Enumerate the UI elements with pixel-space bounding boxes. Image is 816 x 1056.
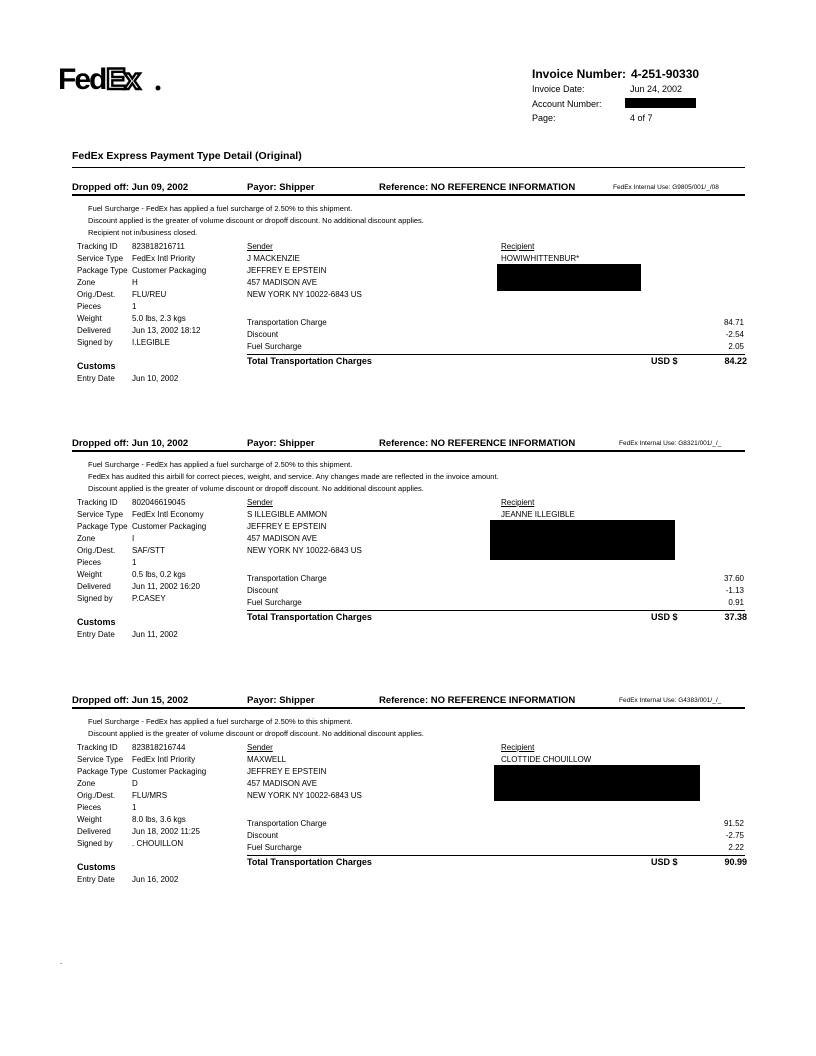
sender-line: 457 MADISON AVE	[247, 534, 318, 543]
shipment-note: Fuel Surcharge - FedEx has applied a fuel surcharge of 2.50% to this shipment.	[88, 204, 353, 213]
discount-label: Discount	[247, 330, 279, 339]
zone-value: H	[132, 278, 138, 287]
shipment-section	[0, 182, 816, 422]
sender-line: 457 MADISON AVE	[247, 278, 318, 287]
reference: Reference: NO REFERENCE INFORMATION	[379, 438, 576, 449]
weight-label: Weight	[77, 314, 102, 323]
payor: Payor: Shipper	[247, 438, 315, 449]
fuel-surcharge-amount: 0.91	[728, 598, 744, 607]
package-type-value: Customer Packaging	[132, 522, 207, 531]
entry-date-label: Entry Date	[77, 875, 115, 884]
total-charges-label: Total Transportation Charges	[247, 857, 372, 867]
orig-dest-label: Orig./Dest.	[77, 791, 116, 800]
transportation-charge-label: Transportation Charge	[247, 318, 327, 327]
page-label: Page:	[532, 113, 556, 123]
internal-use-code: FedEx Internal Use: G4383/001/_/_	[619, 697, 722, 704]
zone-value: D	[132, 779, 138, 788]
weight-value: 8.0 lbs, 3.6 kgs	[132, 815, 186, 824]
tracking-id-label: Tracking ID	[77, 242, 118, 251]
invoice-number-label: Invoice Number:	[532, 67, 627, 81]
total-charges-amount: 37.38	[724, 612, 747, 622]
fuel-surcharge-label: Fuel Surcharge	[247, 843, 302, 852]
tracking-id-label: Tracking ID	[77, 743, 118, 752]
delivered-value: Jun 13, 2002 18:12	[132, 326, 201, 335]
shipment-note: Discount applied is the greater of volume discount or dropoff discount. No additional discount applies.	[88, 729, 424, 738]
transportation-charge-amount: 84.71	[723, 318, 744, 327]
recipient-name: HOWIWHITTENBUR*	[501, 254, 580, 263]
invoice-date: Jun 24, 2002	[630, 84, 683, 94]
customs-heading: Customs	[77, 617, 116, 627]
weight-label: Weight	[77, 570, 102, 579]
shipment-section	[0, 438, 816, 678]
discount-amount: -2.75	[725, 831, 744, 840]
invoice-date-label: Invoice Date:	[532, 84, 585, 94]
fuel-surcharge-amount: 2.05	[728, 342, 744, 351]
sender-line: MAXWELL	[247, 755, 287, 764]
recipient-label: Recipient	[501, 242, 535, 251]
weight-value: 0.5 lbs, 0.2 kgs	[132, 570, 186, 579]
package-type-label: Package Type	[77, 522, 128, 531]
transportation-charge-label: Transportation Charge	[247, 574, 327, 583]
sender-line: JEFFREY E EPSTEIN	[247, 767, 327, 776]
dropped-off-date: Dropped off: Jun 10, 2002	[72, 438, 189, 449]
signed-by-value: . CHOUILLON	[132, 839, 184, 848]
service-type-value: FedEx Intl Economy	[132, 510, 204, 519]
orig-dest-value: SAF/STT	[132, 546, 165, 555]
sender-line: J MACKENZIE	[247, 254, 300, 263]
zone-label: Zone	[77, 779, 96, 788]
dropped-off-date: Dropped off: Jun 15, 2002	[72, 695, 189, 706]
package-type-label: Package Type	[77, 767, 128, 776]
customs-heading: Customs	[77, 862, 116, 872]
tracking-id-value: 823818216744	[132, 743, 186, 752]
fedex-logo-mark	[58, 58, 168, 98]
tracking-id-value: 802046619045	[132, 498, 186, 507]
transportation-charge-label: Transportation Charge	[247, 819, 327, 828]
discount-label: Discount	[247, 831, 279, 840]
recipient-address-redaction	[490, 520, 675, 560]
transportation-charge-amount: 91.52	[723, 819, 744, 828]
fuel-surcharge-label: Fuel Surcharge	[247, 598, 302, 607]
total-rule	[247, 855, 745, 856]
sender-label: Sender	[247, 743, 273, 752]
recipient-label: Recipient	[501, 498, 535, 507]
discount-amount: -1.13	[725, 586, 744, 595]
service-type-value: FedEx Intl Priority	[132, 254, 196, 263]
pieces-label: Pieces	[77, 302, 102, 311]
delivered-value: Jun 11, 2002 16:20	[132, 582, 200, 591]
delivered-label: Delivered	[77, 827, 111, 836]
payor: Payor: Shipper	[247, 695, 315, 706]
transportation-charge-amount: 37.60	[723, 574, 744, 583]
internal-use-code: FedEx Internal Use: G8321/001/_/_	[619, 440, 722, 447]
zone-label: Zone	[77, 278, 96, 287]
service-type-label: Service Type	[77, 755, 124, 764]
invoice-number: 4-251-90330	[631, 67, 700, 81]
section-header-rule	[72, 194, 745, 196]
signed-by-label: Signed by	[77, 594, 113, 603]
recipient-address-redaction	[497, 264, 641, 291]
orig-dest-value: FLU/REU	[132, 290, 167, 299]
signed-by-value: I.LEGIBLE	[132, 338, 170, 347]
orig-dest-label: Orig./Dest.	[77, 290, 116, 299]
service-type-label: Service Type	[77, 510, 124, 519]
total-charges-label: Total Transportation Charges	[247, 356, 372, 366]
footer-mark: .	[60, 957, 63, 966]
package-type-value: Customer Packaging	[132, 266, 207, 275]
entry-date-label: Entry Date	[77, 630, 115, 639]
service-type-label: Service Type	[77, 254, 124, 263]
pieces-label: Pieces	[77, 803, 102, 812]
total-charges-label: Total Transportation Charges	[247, 612, 372, 622]
shipment-note: FedEx has audited this airbill for correct pieces, weight, and service. Any changes made are reflected in the invoice amount.	[88, 472, 499, 481]
delivered-value: Jun 18, 2002 11:25	[132, 827, 200, 836]
currency-label: USD $	[651, 857, 678, 867]
page-title: FedEx Express Payment Type Detail (Original)	[72, 150, 302, 162]
shipment-note: Recipient not in/business closed.	[88, 228, 198, 237]
discount-label: Discount	[247, 586, 279, 595]
reference: Reference: NO REFERENCE INFORMATION	[379, 695, 576, 706]
logo-dot	[156, 86, 161, 91]
fuel-surcharge-amount: 2.22	[728, 843, 744, 852]
total-rule	[247, 610, 745, 611]
total-charges-amount: 90.99	[724, 857, 747, 867]
pieces-value: 1	[132, 558, 137, 567]
sender-line: 457 MADISON AVE	[247, 779, 318, 788]
sender-label: Sender	[247, 242, 273, 251]
delivered-label: Delivered	[77, 326, 111, 335]
shipment-note: Fuel Surcharge - FedEx has applied a fuel surcharge of 2.50% to this shipment.	[88, 717, 353, 726]
title-rule	[72, 167, 745, 168]
entry-date-label: Entry Date	[77, 374, 115, 383]
sender-label: Sender	[247, 498, 273, 507]
recipient-label: Recipient	[501, 743, 535, 752]
sender-line: NEW YORK NY 10022-6843 US	[247, 290, 362, 299]
package-type-label: Package Type	[77, 266, 128, 275]
shipment-note: Fuel Surcharge - FedEx has applied a fuel surcharge of 2.50% to this shipment.	[88, 460, 353, 469]
total-rule	[247, 354, 745, 355]
signed-by-label: Signed by	[77, 338, 113, 347]
logo-fed-text: Fed	[58, 63, 106, 96]
zone-label: Zone	[77, 534, 96, 543]
delivered-label: Delivered	[77, 582, 111, 591]
tracking-id-value: 823818216711	[132, 242, 185, 251]
sender-line: NEW YORK NY 10022-6843 US	[247, 546, 362, 555]
recipient-name: CLOTTIDE CHOUILLOW	[501, 755, 592, 764]
logo-ex-text: Ex	[106, 63, 139, 96]
tracking-id-label: Tracking ID	[77, 498, 118, 507]
dropped-off-date: Dropped off: Jun 09, 2002	[72, 182, 189, 193]
sender-line: S ILLEGIBLE AMMON	[247, 510, 328, 519]
reference: Reference: NO REFERENCE INFORMATION	[379, 182, 576, 193]
shipment-note: Discount applied is the greater of volume discount or dropoff discount. No additional discount applies.	[88, 484, 424, 493]
pieces-value: 1	[132, 803, 137, 812]
sender-line: JEFFREY E EPSTEIN	[247, 522, 327, 531]
entry-date-value: Jun 11, 2002	[132, 630, 178, 639]
fedex-logo	[58, 58, 168, 98]
signed-by-label: Signed by	[77, 839, 113, 848]
recipient-name: JEANNE ILLEGIBLE	[501, 510, 575, 519]
currency-label: USD $	[651, 356, 678, 366]
weight-label: Weight	[77, 815, 102, 824]
service-type-value: FedEx Intl Priority	[132, 755, 196, 764]
page-number: 4 of 7	[630, 113, 653, 123]
section-header-rule	[72, 450, 745, 452]
orig-dest-value: FLU/MRS	[132, 791, 168, 800]
zone-value: I	[132, 534, 135, 543]
sender-line: NEW YORK NY 10022-6843 US	[247, 791, 362, 800]
discount-amount: -2.54	[725, 330, 744, 339]
signed-by-value: P.CASEY	[132, 594, 166, 603]
internal-use-code: FedEx Internal Use: G9805/001/_/08	[613, 184, 719, 191]
package-type-value: Customer Packaging	[132, 767, 207, 776]
orig-dest-label: Orig./Dest.	[77, 546, 116, 555]
customs-heading: Customs	[77, 361, 116, 371]
payor: Payor: Shipper	[247, 182, 315, 193]
pieces-label: Pieces	[77, 558, 102, 567]
recipient-address-redaction	[494, 765, 700, 801]
pieces-value: 1	[132, 302, 137, 311]
account-number-label: Account Number:	[532, 99, 602, 109]
account-number-redaction	[625, 98, 696, 108]
currency-label: USD $	[651, 612, 678, 622]
weight-value: 5.0 lbs, 2.3 kgs	[132, 314, 186, 323]
total-charges-amount: 84.22	[724, 356, 747, 366]
entry-date-value: Jun 10, 2002	[132, 374, 179, 383]
sender-line: JEFFREY E EPSTEIN	[247, 266, 327, 275]
shipment-section	[0, 695, 816, 935]
section-header-rule	[72, 707, 745, 709]
shipment-note: Discount applied is the greater of volume discount or dropoff discount. No additional discount applies.	[88, 216, 424, 225]
entry-date-value: Jun 16, 2002	[132, 875, 179, 884]
fuel-surcharge-label: Fuel Surcharge	[247, 342, 302, 351]
